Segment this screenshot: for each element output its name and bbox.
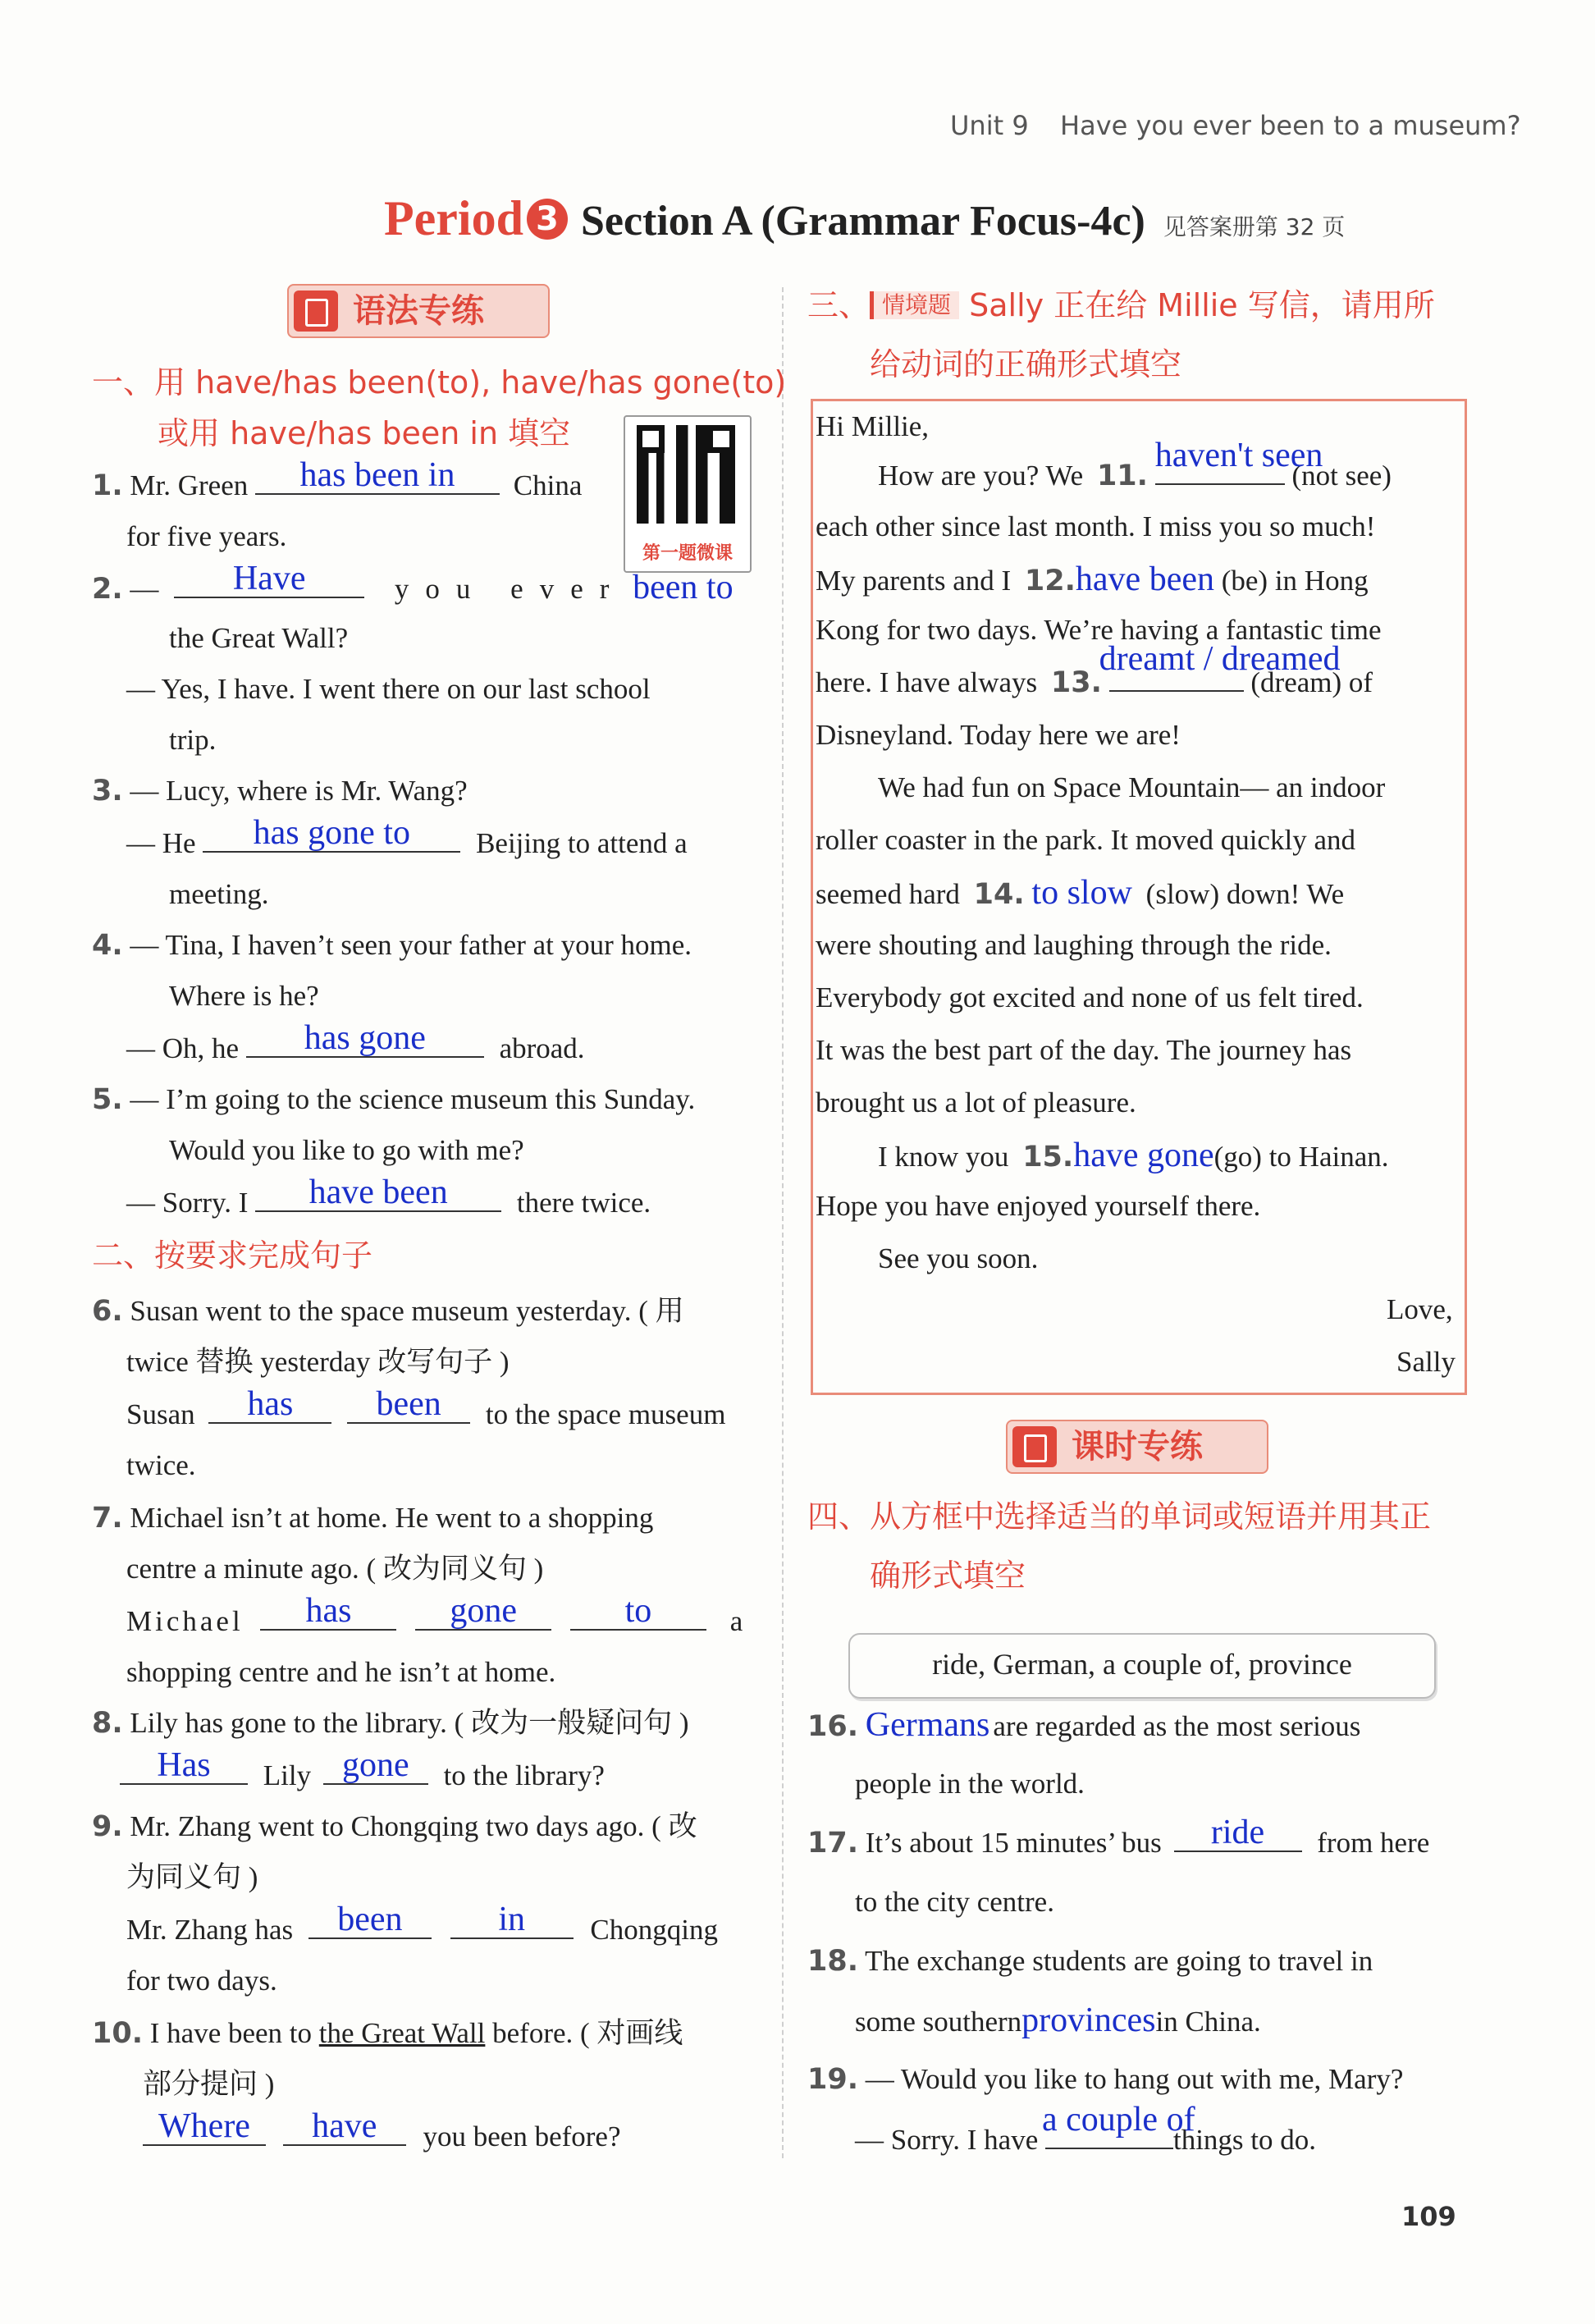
q17-text-c: to the city centre. — [855, 1886, 1054, 1918]
unit-subtitle: Have you ever been to a museum? — [1060, 110, 1521, 141]
question-10 — [92, 2017, 683, 2050]
period-label: Period — [384, 191, 523, 245]
answer-13: dreamt / dreamed — [1099, 640, 1341, 678]
q16-number: 16. — [807, 1710, 859, 1743]
q19-answer: a couple of — [1041, 2101, 1195, 2139]
q8-answer-2: gone — [342, 1746, 409, 1784]
letter-line-7: We had fun on Space Mountain— an indoor — [878, 771, 1386, 803]
q3-answer-blank[interactable] — [203, 814, 460, 853]
q3-text-a: — Lucy, where is Mr. Wang? — [130, 775, 468, 807]
letter-text: I know you — [878, 1141, 1009, 1173]
q4-text-b: Where is he? — [169, 980, 319, 1012]
q10-underlined-text: the Great Wall — [318, 2017, 486, 2049]
q2-answer-2: been to — [633, 569, 734, 606]
letter-text: (not see) — [1291, 460, 1392, 492]
q6-text-e: twice. — [126, 1449, 196, 1481]
letter-line-2: each other since last month. I miss you so much! — [816, 510, 1376, 542]
letter-text: My parents and I — [816, 565, 1012, 597]
q16-answer: Germans — [865, 1706, 990, 1744]
letter-signature: Sally — [1396, 1346, 1456, 1378]
q10-answer-blank-1[interactable] — [143, 2107, 266, 2146]
answer-reference: 见答案册第 32 页 — [1163, 213, 1346, 240]
q10-text-d: you been before? — [423, 2120, 621, 2152]
q19-text-a: — Would you like to hang out with me, Mary? — [865, 2063, 1404, 2095]
q1-answer: has been in — [299, 456, 455, 494]
q6-text-c: Susan — [126, 1398, 195, 1430]
part3-title — [807, 287, 1435, 323]
part4-title: 四、从方框中选择适当的单词或短语并用其正 — [807, 1498, 1432, 1535]
q5-line-3 — [126, 1173, 651, 1219]
letter-line-1 — [878, 437, 1392, 492]
letter-text: How are you? We — [878, 460, 1084, 492]
q10-text-a: I have been to — [149, 2017, 313, 2049]
page-title — [384, 190, 1345, 247]
letter-line-11: Everybody got excited and none of us felt tired. — [816, 981, 1364, 1013]
qr-code-image — [637, 425, 735, 524]
q6-answer-1: has — [247, 1385, 294, 1423]
q8-number: 8. — [92, 1707, 123, 1740]
q9-number: 9. — [92, 1810, 123, 1843]
q9-answer-blank-1[interactable] — [308, 1901, 432, 1939]
question-16 — [807, 1706, 1361, 1744]
q3-number: 3. — [92, 775, 123, 807]
q16-text-a: are regarded as the most serious — [993, 1710, 1361, 1742]
letter-line-16: See you soon. — [878, 1242, 1039, 1274]
question-18 — [807, 1945, 1373, 1978]
q17-answer: ride — [1210, 1814, 1265, 1851]
q18-number: 18. — [807, 1945, 859, 1978]
question-8 — [92, 1707, 689, 1740]
q6-text-b: twice 替换 yesterday 改写句子 ) — [126, 1346, 510, 1378]
page-number: 109 — [1401, 2201, 1456, 2232]
part3-title-line2: 给动词的正确形式填空 — [870, 346, 1182, 382]
q18-line-2 — [855, 2001, 1261, 2039]
blank-13-number: 13. — [1050, 666, 1102, 699]
q2-text-e: trip. — [169, 724, 217, 756]
q5-text-a: — I’m going to the science museum this Sunday. — [130, 1083, 696, 1115]
q18-text-c: in China. — [1155, 2006, 1261, 2038]
letter-closing: Love, — [1387, 1293, 1453, 1325]
q19-text-c: things to do. — [1172, 2124, 1317, 2156]
q7-line-3 — [126, 1592, 743, 1638]
q4-answer-blank[interactable] — [246, 1019, 484, 1058]
q8-answer-blank-1[interactable] — [120, 1746, 248, 1785]
q7-text-d: a — [729, 1605, 743, 1637]
q2-text-c: the Great Wall? — [169, 622, 349, 654]
q17-text-b: from here — [1317, 1827, 1430, 1859]
q3-text-b: — He — [126, 827, 196, 859]
question-1 — [92, 456, 583, 502]
q6-text-a: Susan went to the space museum yesterday. ( 用 — [130, 1295, 684, 1327]
answer-12: have been — [1075, 560, 1214, 598]
part4-title-line2: 确形式填空 — [870, 1558, 1026, 1594]
part2-title: 二、按要求完成句子 — [92, 1237, 373, 1274]
q10-text-c: 部分提问 ) — [143, 2068, 275, 2100]
q1-text-b: China — [513, 469, 583, 501]
q5-number: 5. — [92, 1083, 123, 1116]
q10-answer-2: have — [312, 2107, 377, 2145]
q18-text-b: some southern — [855, 2006, 1022, 2038]
q9-line-3 — [126, 1901, 718, 1947]
q9-text-c: Mr. Zhang has — [126, 1914, 294, 1946]
q5-text-d: there twice. — [516, 1187, 651, 1219]
q7-text-e: shopping centre and he isn’t at home. — [126, 1656, 556, 1688]
q5-answer: have been — [308, 1173, 448, 1211]
column-divider — [782, 287, 784, 2158]
q10-text-b: before. ( 对画线 — [492, 2017, 683, 2049]
q4-text-d: abroad. — [499, 1032, 585, 1064]
question-5 — [92, 1083, 695, 1116]
notebook-icon — [294, 290, 338, 332]
letter-text: (be) in Hong — [1221, 565, 1369, 597]
q9-text-a: Mr. Zhang went to Chongqing two days ago. ( 改 — [130, 1810, 697, 1842]
q6-answer-blank-1[interactable] — [208, 1385, 331, 1424]
q5-answer-blank[interactable] — [255, 1173, 501, 1212]
period-number: 3 — [527, 199, 568, 240]
q6-answer-2: been — [376, 1385, 441, 1423]
q18-answer: provinces — [1021, 2001, 1156, 2039]
blank-12-number: 12. — [1024, 565, 1076, 597]
blank-11-number: 11. — [1096, 460, 1148, 492]
q8-text-a: Lily has gone to the library. ( 改为一般疑问句 ) — [130, 1707, 689, 1739]
q4-answer: has gone — [304, 1019, 426, 1057]
q6-number: 6. — [92, 1295, 123, 1328]
q6-answer-blank-2[interactable] — [347, 1385, 470, 1424]
answer-11: haven't seen — [1154, 437, 1323, 474]
letter-greeting: Hi Millie, — [816, 410, 930, 442]
q7-answer-blank-2[interactable] — [415, 1592, 551, 1631]
letter-line-3 — [816, 560, 1369, 598]
q9-answer-2: in — [498, 1901, 525, 1938]
q17-number: 17. — [807, 1827, 859, 1860]
q4-line-3 — [126, 1019, 585, 1065]
qr-caption: 第一题微课 — [642, 543, 733, 564]
q4-text-a: — Tina, I haven’t seen your father at your home. — [130, 929, 692, 961]
letter-text: (go) to Hainan. — [1213, 1141, 1389, 1173]
question-17 — [807, 1814, 1430, 1860]
q7-text-c: Michael — [126, 1605, 244, 1637]
q3-line-2 — [126, 814, 688, 860]
q8-text-c: to the library? — [443, 1759, 605, 1791]
letter-line-6: Disneyland. Today here we are! — [816, 719, 1181, 751]
q10-answer-1: Where — [158, 2107, 250, 2145]
q8-answer-blank-2[interactable] — [323, 1746, 428, 1785]
question-4 — [92, 929, 692, 962]
q3-answer: has gone to — [253, 814, 410, 852]
q6-text-d: to the space museum — [485, 1398, 726, 1430]
answer-15: have gone — [1073, 1137, 1214, 1174]
blank-15-number: 15. — [1022, 1141, 1074, 1173]
question-19 — [807, 2063, 1403, 2096]
q8-line-2 — [120, 1746, 605, 1792]
q17-answer-blank[interactable] — [1174, 1814, 1302, 1852]
q2-text-d: — Yes, I have. I went there on our last school — [126, 673, 651, 705]
q5-text-b: Would you like to go with me? — [169, 1134, 524, 1166]
q16-text-b: people in the world. — [855, 1768, 1085, 1800]
q5-text-c: — Sorry. I — [126, 1187, 249, 1219]
letter-line-8: roller coaster in the park. It moved quickly and — [816, 824, 1355, 856]
q2-dash: — — [130, 573, 159, 605]
q4-text-c: — Oh, he — [126, 1032, 240, 1064]
letter-line-10: were shouting and laughing through the ride. — [816, 929, 1332, 961]
q2-answer-1: Have — [232, 560, 306, 597]
grammar-practice-badge — [287, 284, 550, 338]
lesson-badge-label: 课时专练 — [1072, 1428, 1203, 1466]
q2-answer-blank-1[interactable] — [174, 560, 364, 598]
grammar-badge-label: 语法专练 — [353, 292, 484, 330]
letter-text: here. I have always — [816, 666, 1038, 698]
q9-answer-blank-2[interactable] — [450, 1901, 574, 1939]
question-2 — [92, 560, 734, 606]
unit-label: Unit 9 — [950, 110, 1029, 141]
lesson-practice-badge — [1006, 1420, 1268, 1474]
letter-line-14 — [878, 1139, 1389, 1173]
letter-text: (dream) of — [1250, 666, 1373, 698]
letter-line-9 — [816, 876, 1344, 911]
q7-text-a: Michael isn’t at home. He went to a shopping — [130, 1502, 654, 1534]
blank-14-number: 14. — [973, 878, 1025, 911]
q9-text-b: 为同义句 ) — [126, 1861, 258, 1893]
q7-answer-3: to — [624, 1592, 652, 1630]
part1-title-line2: 或用 have/has been in 填空 — [158, 415, 571, 451]
part3-title-text: Sally 正在给 Millie 写信，请用所 — [969, 287, 1435, 323]
q10-number: 10. — [92, 2017, 144, 2050]
q3-text-c: Beijing to attend a — [476, 827, 688, 859]
q10-answer-blank-2[interactable] — [283, 2107, 406, 2146]
letter-line-13: brought us a lot of pleasure. — [816, 1087, 1136, 1119]
answer-14: to slow — [1031, 874, 1132, 912]
q1-text-c: for five years. — [126, 520, 287, 552]
letter-text: (slow) down! We — [1145, 878, 1345, 910]
q8-text-b: Lily — [263, 1759, 312, 1791]
q1-answer-blank[interactable] — [255, 456, 500, 495]
blank-11[interactable] — [1154, 437, 1323, 485]
q7-answer-1: has — [305, 1592, 352, 1630]
q19-number: 19. — [807, 2063, 859, 2096]
q1-text: Mr. Green — [130, 469, 249, 501]
letter-line-12: It was the best part of the day. The journey has — [816, 1034, 1352, 1066]
question-6 — [92, 1295, 684, 1328]
q3-text-d: meeting. — [169, 878, 269, 910]
word-bank-box: ride, German, a couple of, province — [848, 1633, 1436, 1699]
q2-text-b: you ever — [394, 573, 626, 605]
part1-title: 一、用 have/has been(to), have/has gone(to) — [92, 364, 787, 400]
q9-answer-1: been — [337, 1901, 403, 1938]
letter-line-5 — [816, 640, 1373, 699]
q4-number: 4. — [92, 929, 123, 962]
question-9 — [92, 1810, 697, 1843]
q9-text-e: for two days. — [126, 1965, 277, 1997]
section-title: Section A (Grammar Focus-4c) — [580, 198, 1145, 245]
q1-number: 1. — [92, 469, 123, 502]
q7-answer-blank-1[interactable] — [260, 1592, 396, 1631]
running-header — [950, 110, 1521, 141]
q18-text-a: The exchange students are going to travel in — [865, 1945, 1373, 1977]
q7-answer-blank-3[interactable] — [570, 1592, 706, 1631]
q10-line-3 — [143, 2107, 621, 2153]
qr-code[interactable] — [624, 415, 752, 573]
q9-text-d: Chongqing — [590, 1914, 718, 1946]
q8-answer-1: Has — [157, 1746, 211, 1784]
q7-answer-2: gone — [450, 1592, 518, 1630]
letter-line-15: Hope you have enjoyed yourself there. — [816, 1190, 1261, 1222]
q2-number: 2. — [92, 573, 123, 606]
question-3 — [92, 775, 468, 807]
q19-answer-blank[interactable] — [1041, 2101, 1195, 2149]
letter-text: seemed hard — [816, 878, 960, 910]
letter-line-4: Kong for two days. We’re having a fantastic time — [816, 614, 1382, 646]
q6-line-3 — [126, 1385, 726, 1431]
part3-prefix: 三、 — [807, 287, 871, 323]
q17-text-a: It’s about 15 minutes’ bus — [865, 1827, 1162, 1859]
q19-text-b: — Sorry. I have — [855, 2124, 1039, 2156]
q7-number: 7. — [92, 1502, 123, 1535]
question-7 — [92, 1502, 653, 1535]
q7-text-b: centre a minute ago. ( 改为同义句 ) — [126, 1553, 544, 1585]
scenario-tag: 情境题 — [870, 291, 959, 319]
q19-line-2 — [855, 2101, 1317, 2157]
notebook-icon — [1012, 1426, 1057, 1467]
